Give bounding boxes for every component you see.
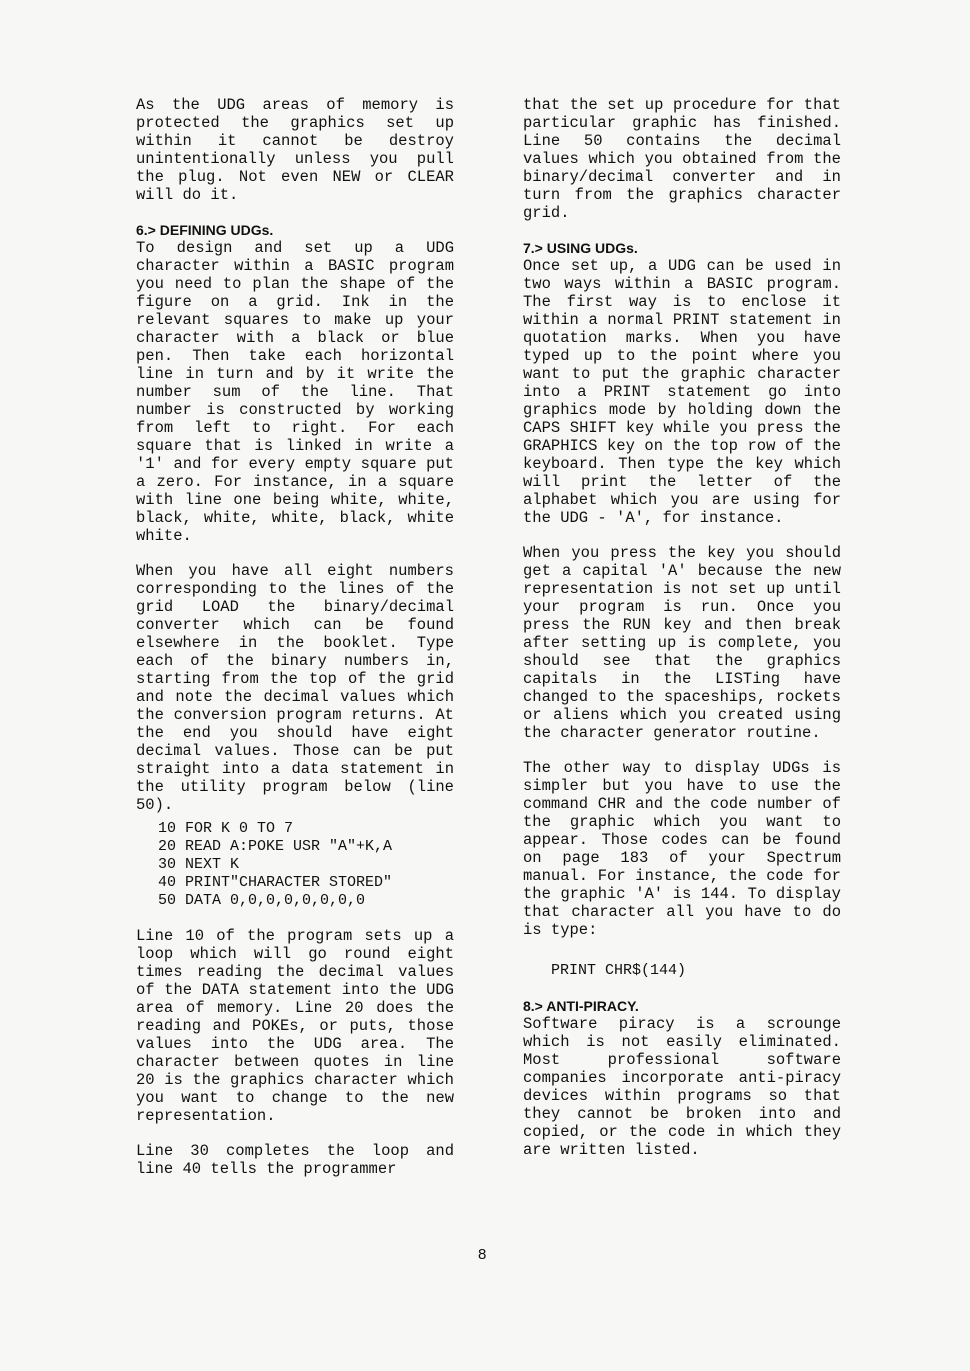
page-number: 8 (478, 1246, 487, 1263)
paragraph: The other way to display UDGs is simpler but you have to use the command CHR and the code number of the graphic which you want to appear. Those codes can be found on page 183 of your Spectrum manual. For instance, the code for the graphic 'A' is 144. To display that character all you have to do is type: (523, 759, 841, 939)
paragraph: To design and set up a UDG character within a BASIC program you need to plan the shape of the figure on a grid. Ink in the relevant squares to make up your character with a black or blue pen. Then take each horizontal line in turn and by it write the number sum of the line. That number is constructed by working from left to right. For each square that is linked in write a '1' and for every empty square put a zero. For instance, in a square with line one being white, white, black, white, white, black, white white. (136, 239, 454, 545)
paragraph: that the set up procedure for that particular graphic has finished. Line 50 contains the decimal values which you obtained from the binary/decimal converter and in turn from the graphics character grid. (523, 96, 841, 222)
paragraph: Once set up, a UDG can be used in two ways within a BASIC program. The first way is to enclose it within a normal PRINT statement in quotation marks. When you have typed up to the point where you want to put the graphic character into a PRINT statement go into graphics mode by holding down the CAPS SHIFT key while you press the GRAPHICS key on the top row of the keyboard. Then type the key which will print the letter of the alphabet which you are using for the UDG - 'A', for instance. (523, 257, 841, 527)
section-heading-using-udgs: 7.> USING UDGs. (523, 240, 638, 256)
code-line: 10 FOR K 0 TO 7 (158, 820, 294, 837)
code-line: 50 DATA 0,0,0,0,0,0,0,0 (158, 892, 366, 909)
paragraph: When you press the key you should get a capital 'A' because the new representation is not set up until your program is run. Once you press the RUN key and then break after setting up is complete, you should see that the graphics capitals in the LISTing have changed to the spaceships, rockets or aliens which you created using the character generator routine. (523, 544, 841, 742)
paragraph: Line 30 completes the loop and line 40 tells the programmer (136, 1142, 454, 1178)
code-line: 40 PRINT"CHARACTER STORED" (158, 874, 393, 891)
code-line: 30 NEXT K (158, 856, 240, 873)
paragraph: Software piracy is a scrounge which is not easily eliminated. Most professional software companies incorporate anti-piracy devices within programs so that they cannot be broken into and copied, or the code in which they are written listed. (523, 1015, 841, 1159)
paragraph: As the UDG areas of memory is protected the graphics set up within it cannot be destroy unintentionally unless you pull the plug. Not even NEW or CLEAR will do it. (136, 96, 454, 204)
code-listing (158, 820, 454, 910)
paragraph: When you have all eight numbers corresponding to the lines of the grid LOAD the binary/decimal converter which can be found elsewhere in the booklet. Type each of the binary numbers in, starting from the top of the grid and note the decimal values which the conversion program returns. At the end you should have eight decimal values. Those can be put straight into a data statement in the utility program below (line 50). (136, 562, 454, 814)
code-line: PRINT CHR$(144) (551, 962, 687, 979)
left-column (136, 96, 454, 1178)
section-heading-anti-piracy: 8.> ANTI-PIRACY. (523, 998, 639, 1014)
paragraph: Line 10 of the program sets up a loop which will go round eight times reading the decimal values of the DATA statement into the UDG area of memory. Line 20 does the reading and POKEs, or puts, those values into the UDG area. The character between quotes in line 20 is the graphics character which you want to change to the new representation. (136, 927, 454, 1125)
right-column (523, 96, 841, 1159)
section-heading-defining-udgs: 6.> DEFINING UDGs. (136, 222, 274, 238)
code-line: 20 READ A:POKE USR "A"+K,A (158, 838, 393, 855)
